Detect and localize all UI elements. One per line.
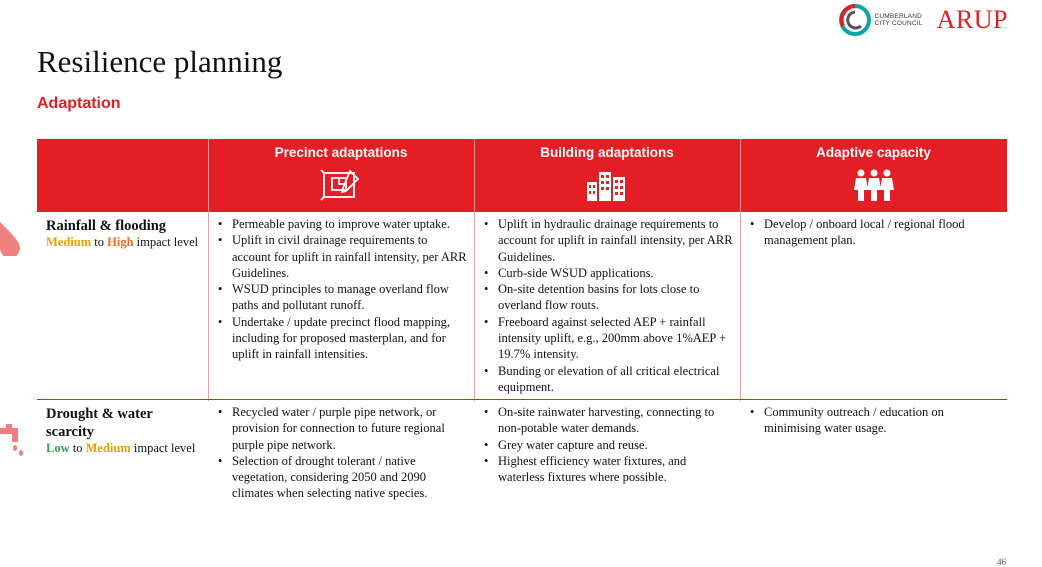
council-logo-icon — [839, 4, 871, 36]
list-item: • Undertake / update precinct flood mapping, including for proposed masterplan, and for uplift in rainfall intensities. — [216, 314, 468, 363]
buildings-icon — [585, 168, 629, 202]
column-header-capacity — [740, 139, 1007, 212]
column-label: Building adaptations — [540, 145, 674, 160]
list-item: • Selection of drought tolerant / native vegetation, considering 2050 and 2090 climates when selecting native species. — [216, 453, 468, 502]
page-number: 46 — [997, 557, 1006, 567]
column-label: Adaptive capacity — [816, 145, 931, 160]
risk-name: Drought & water scarcity — [46, 406, 153, 440]
tap-icon — [0, 422, 26, 458]
cell-rainfall-building — [482, 216, 734, 395]
header-logos — [839, 0, 1008, 40]
list-item: • Uplift in hydraulic drainage requirements to account for uplift in rainfall intensity, per ARR Guidelines. — [482, 216, 734, 265]
people-icon — [852, 168, 896, 202]
impact-level: Low to Medium impact level — [46, 441, 196, 455]
arup-logo: ARUP — [936, 5, 1008, 34]
risk-name: Rainfall & flooding — [46, 218, 167, 234]
list-item: • On-site rainwater harvesting, connecting to non-potable water demands. — [482, 404, 734, 437]
impact-level: Medium to High impact level — [46, 235, 199, 249]
list-item: • Recycled water / purple pipe network, or provision for connection to future regional purple pipe network. — [216, 404, 468, 453]
list-item: • Freeboard against selected AEP + rainfall intensity uplift, e.g., 200mm above 1%AEP + 19.7% intensity. — [482, 314, 734, 363]
list-item: • Bunding or elevation of all critical electrical equipment. — [482, 363, 734, 396]
list-item: • Community outreach / education on minimising water usage. — [748, 404, 1000, 437]
row-divider — [37, 399, 1007, 400]
column-header-precinct — [208, 139, 474, 212]
row-label-drought — [46, 405, 204, 456]
council-name-line2: CITY COUNCIL — [874, 20, 923, 27]
column-label: Precinct adaptations — [274, 145, 408, 160]
cell-drought-building — [482, 404, 734, 485]
list-item: • Permeable paving to improve water uptake. — [216, 216, 468, 232]
list-item: • WSUD principles to manage overland flow paths and pollutant runoff. — [216, 281, 468, 314]
cell-rainfall-capacity — [748, 216, 1000, 249]
water-drop-icon — [0, 218, 22, 256]
row-label-rainfall — [46, 217, 204, 250]
list-item: • On-site detention basins for lots close to overland flow routs. — [482, 281, 734, 314]
page-subtitle: Adaptation — [37, 95, 121, 112]
table-header — [37, 139, 1007, 212]
list-item: • Curb-side WSUD applications. — [482, 265, 734, 281]
list-item: • Uplift in civil drainage requirements to account for uplift in rainfall intensity, per ARR Guidelines. — [216, 232, 468, 281]
list-item: • Develop / onboard local / regional flood management plan. — [748, 216, 1000, 249]
council-logo — [839, 4, 922, 36]
page-title: Resilience planning — [37, 44, 283, 79]
cell-drought-capacity — [748, 404, 1000, 437]
blueprint-icon — [320, 168, 362, 202]
column-header-building — [474, 139, 740, 212]
list-item: • Grey water capture and reuse. — [482, 437, 734, 453]
council-name-line1: CUMBERLAND — [874, 13, 922, 20]
list-item: • Highest efficiency water fixtures, and waterless fixtures where possible. — [482, 453, 734, 486]
cell-rainfall-precinct — [216, 216, 468, 363]
cell-drought-precinct — [216, 404, 468, 502]
